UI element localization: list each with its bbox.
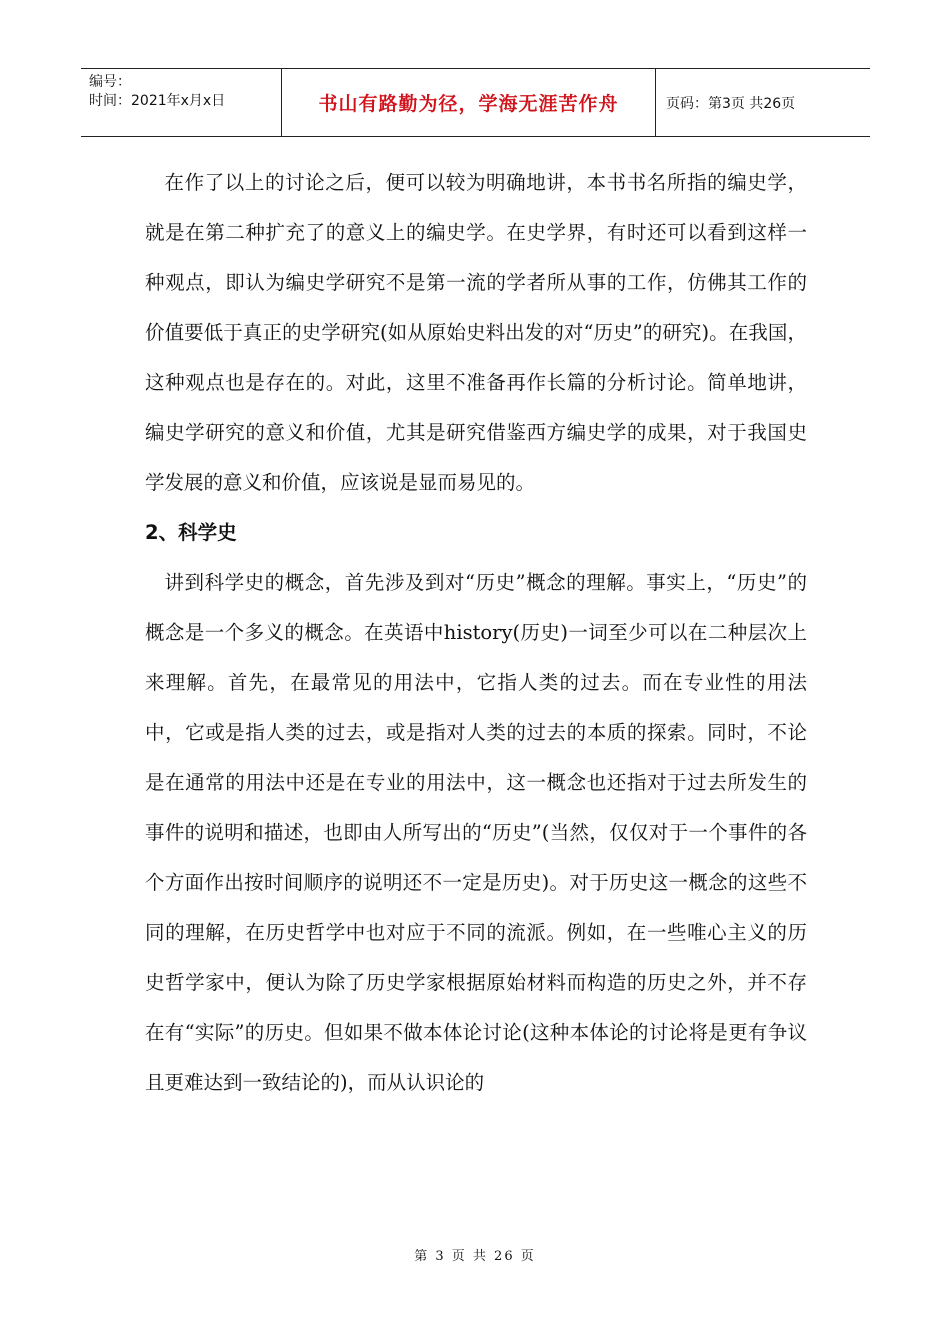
document-date-label: 时间：2021年x月x日 [89,93,226,109]
paragraph-2: 讲到科学史的概念，首先涉及到对“历史”概念的理解。事实上，“历史”的概念是一个多义的概念。在英语中history(历史)一词至少可以在二种层次上来理解。首先，在最常见的用法中，它指人类的过去。而在专业性的用法中，它或是指人类的过去，或是指对人类的过去的本质的探索。同时，不论是在通常的用法中还是在专业的用法中，这一概念也还指对于过去所发生的事件的说明和描述，也即由人所写出的“历史”(当然，仅仅对于一个事件的各个方面作出按时间顺序的说明还不一定是历史)。对于历史这一概念的这些不同的理解，在历史哲学中也对应于不同的流派。例如，在一些唯心主义的历史哲学家中，便认为除了历史学家根据原始材料而构造的历史之外，并不存在有“实际”的历史。但如果不做本体论讨论(这种本体论的讨论将是更有争议且更难达到一致结论的)，而从认识论的 [145,571,807,1094]
document-number-label: 编号： [89,74,131,90]
page-footer: 第 3 页 共 26 页 [414,1249,536,1264]
header-meta-cell [81,69,282,136]
page-header [81,68,870,137]
section-heading: 2、科学史 [145,521,237,544]
paragraph-1: 在作了以上的讨论之后，便可以较为明确地讲，本书书名所指的编史学，就是在第二种扩充了的意义上的编史学。在史学界，有时还可以看到这样一种观点，即认为编史学研究不是第一流的学者所从事的工作，仿佛其工作的价值要低于真正的史学研究(如从原始史料出发的对“历史”的研究)。在我国，这种观点也是存在的。对此，这里不准备再作长篇的分析讨论。简单地讲，编史学研究的意义和价值，尤其是研究借鉴西方编史学的成果，对于我国史学发展的意义和价值，应该说是显而易见的。 [145,171,807,494]
header-motto: 书山有路勤为径，学海无涯苦作舟 [318,93,619,115]
document-body [145,158,807,1108]
header-motto-cell [282,69,656,136]
header-page-info: 页码：第3页 共26页 [666,95,796,112]
header-page-cell [656,69,870,136]
